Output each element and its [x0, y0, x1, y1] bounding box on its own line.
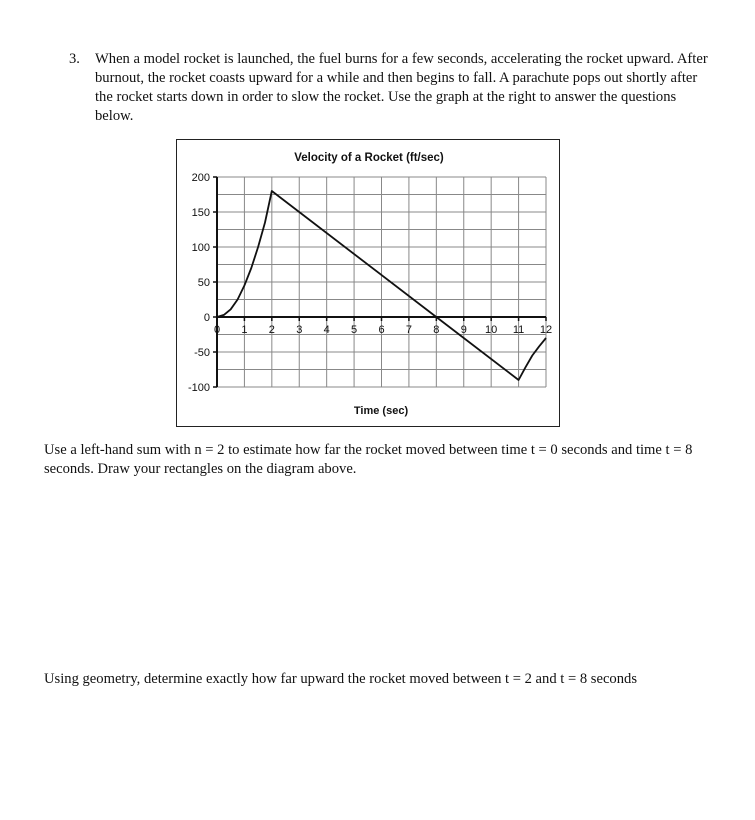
x-tick-label: 1 — [241, 324, 248, 336]
question-number: 3. — [69, 51, 80, 67]
chart-grid — [217, 177, 546, 387]
y-tick-label: 150 — [191, 207, 210, 219]
x-tick-label: 10 — [485, 324, 498, 336]
y-tick-label: 100 — [191, 242, 210, 254]
x-axis-ticks — [214, 317, 552, 336]
x-tick-label: 6 — [378, 324, 385, 336]
y-tick-label: 200 — [191, 172, 210, 184]
x-tick-label: 7 — [405, 324, 412, 336]
y-axis-ticks — [188, 172, 217, 394]
part-b-prompt: Using geometry, determine exactly how far upward the rocket moved between t = 2 and t = 8 seconds — [44, 671, 637, 687]
chart-title: Velocity of a Rocket (ft/sec) — [294, 152, 444, 164]
y-tick-label: -100 — [187, 382, 210, 394]
x-tick-label: 11 — [512, 324, 525, 336]
y-tick-label: 0 — [203, 312, 210, 324]
question-text: When a model rocket is launched, the fuel burns for a few seconds, accelerating the rocket upward. After burnout, the rocket coasts upward for a while and then begins to fall. A parachute pops out shortly after the rocket starts down in order to slow the rocket. Use the graph at the right to answer the questions below. — [95, 51, 708, 124]
x-tick-label: 5 — [351, 324, 358, 336]
x-tick-label: 12 — [539, 324, 553, 336]
x-tick-label: 9 — [460, 324, 467, 336]
x-tick-label: 0 — [213, 324, 221, 336]
y-tick-label: -50 — [194, 347, 210, 359]
x-tick-label: 2 — [268, 324, 275, 336]
x-tick-label: 4 — [323, 324, 330, 336]
x-tick-label: 8 — [433, 324, 440, 336]
y-tick-label: 50 — [197, 277, 210, 289]
x-axis-label: Time (sec) — [353, 405, 409, 417]
part-a-prompt: Use a left-hand sum with n = 2 to estimate how far the rocket moved between time t = 0 seconds and time t = 8 seconds. Draw your rectangles on the diagram above. — [44, 442, 693, 477]
x-tick-label: 3 — [296, 324, 303, 336]
